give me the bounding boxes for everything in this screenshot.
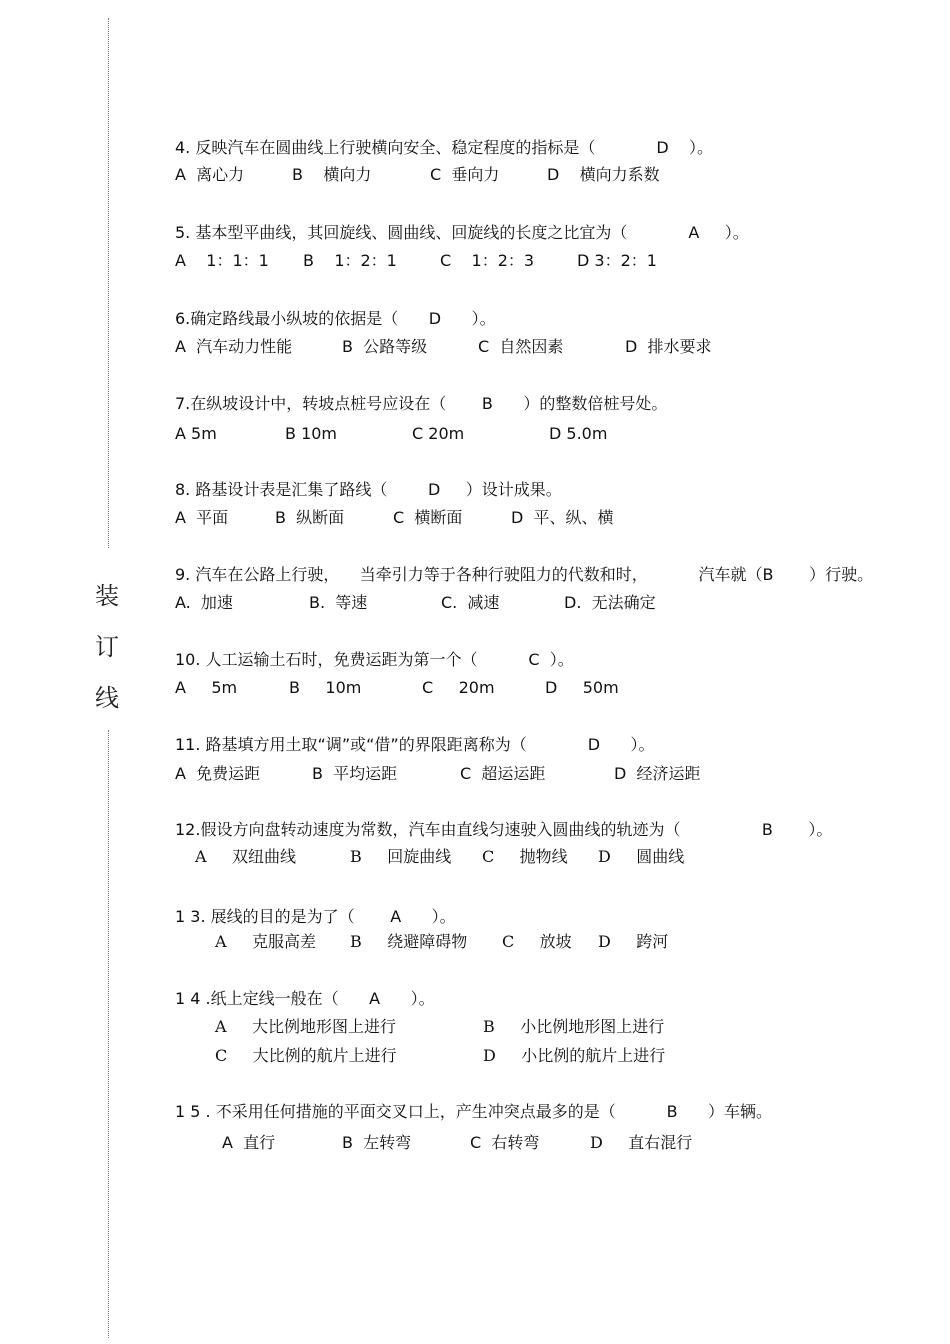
option-c: C 20m — [412, 424, 465, 443]
option-d: D 50m — [545, 678, 619, 697]
option-a: A 1：1：1 — [175, 251, 269, 270]
option-c: C 大比例的航片上进行 — [215, 1046, 397, 1065]
question-12-stem: 12.假设方向盘转动速度为常数，汽车由直线匀速驶入圆曲线的轨迹为（ B ）。 — [175, 820, 833, 839]
option-c: C 超运运距 — [460, 764, 546, 783]
question-7-stem: 7.在纵坡设计中，转坡点桩号应设在（ B ）的整数倍桩号处。 — [175, 394, 668, 413]
option-d: D 直右混行 — [590, 1133, 693, 1152]
question-9-stem: 9. 汽车在公路上行驶， 当牵引力等于各种行驶阻力的代数和时， 汽车就（B ）行驶。 — [175, 565, 874, 584]
option-d: D. 无法确定 — [564, 593, 656, 612]
option-a: A 平面 — [175, 508, 229, 527]
option-d: D 5.0m — [549, 424, 608, 443]
option-c: C 自然因素 — [478, 337, 564, 356]
option-b: B 10m — [289, 678, 362, 697]
question-8-stem: 8. 路基设计表是汇集了路线（ D ）设计成果。 — [175, 480, 562, 499]
option-c: C 垂向力 — [430, 165, 500, 184]
option-c: C 横断面 — [393, 508, 463, 527]
question-14-stem: 1 4 .纸上定线一般在（ A ）。 — [175, 989, 435, 1008]
option-d: D 3：2：1 — [577, 251, 657, 270]
option-d: D 横向力系数 — [547, 165, 660, 184]
option-a: A 双纽曲线 — [195, 847, 296, 866]
binding-line-bottom — [108, 730, 109, 1338]
option-b: B. 等速 — [309, 593, 368, 612]
option-b: B 平均运距 — [312, 764, 398, 783]
option-d: D 圆曲线 — [598, 847, 685, 866]
binding-line-top — [108, 18, 109, 548]
option-d: D 平、纵、横 — [511, 508, 614, 527]
option-a: A 免费运距 — [175, 764, 261, 783]
option-a: A 离心力 — [175, 165, 245, 184]
option-b: B 绕避障碍物 — [350, 932, 468, 951]
option-c: C 放坡 — [502, 932, 572, 951]
question-11-stem: 11. 路基填方用土取“调”或“借”的界限距离称为（ D ）。 — [175, 735, 655, 754]
question-5-stem: 5. 基本型平曲线，其回旋线、圆曲线、回旋线的长度之比宜为（ A ）。 — [175, 223, 749, 242]
option-b: B 1：2：1 — [303, 251, 397, 270]
option-c: C 抛物线 — [482, 847, 568, 866]
option-a: A 大比例地形图上进行 — [215, 1017, 396, 1036]
option-b: B 左转弯 — [342, 1133, 412, 1152]
option-a: A. 加速 — [175, 593, 233, 612]
option-a: A 直行 — [222, 1133, 276, 1152]
option-c: C 20m — [422, 678, 495, 697]
option-d: D 小比例的航片上进行 — [483, 1046, 666, 1065]
option-a: A 克服高差 — [215, 932, 316, 951]
option-a: A 5m — [175, 678, 238, 697]
option-b: B 10m — [285, 424, 338, 443]
option-c: C 1：2：3 — [440, 251, 535, 270]
question-6-stem: 6.确定路线最小纵坡的依据是（ D ）。 — [175, 309, 496, 328]
binding-char-ding: 订 — [95, 633, 119, 661]
question-13-stem: 1 3. 展线的目的是为了（ A ）。 — [175, 907, 456, 926]
question-4-stem: 4. 反映汽车在圆曲线上行驶横向安全、稳定程度的指标是（ D ）。 — [175, 138, 714, 157]
option-d: D 经济运距 — [614, 764, 701, 783]
option-b: B 回旋曲线 — [350, 847, 452, 866]
option-d: D 跨河 — [598, 932, 669, 951]
option-b: B 横向力 — [292, 165, 372, 184]
option-b: B 小比例地形图上进行 — [483, 1017, 665, 1036]
option-c: C. 减速 — [441, 593, 500, 612]
option-b: B 公路等级 — [342, 337, 428, 356]
question-15-stem: 1 5 . 不采用任何措施的平面交叉口上，产生冲突点最多的是（ B ）车辆。 — [175, 1102, 773, 1121]
option-c: C 右转弯 — [470, 1133, 540, 1152]
option-a: A 5m — [175, 424, 217, 443]
binding-char-zhuang: 装 — [95, 582, 119, 610]
question-10-stem: 10. 人工运输土石时，免费运距为第一个（ C ）。 — [175, 650, 574, 669]
option-b: B 纵断面 — [275, 508, 345, 527]
binding-char-xian: 线 — [95, 684, 119, 712]
option-d: D 排水要求 — [625, 337, 712, 356]
option-a: A 汽车动力性能 — [175, 337, 293, 356]
